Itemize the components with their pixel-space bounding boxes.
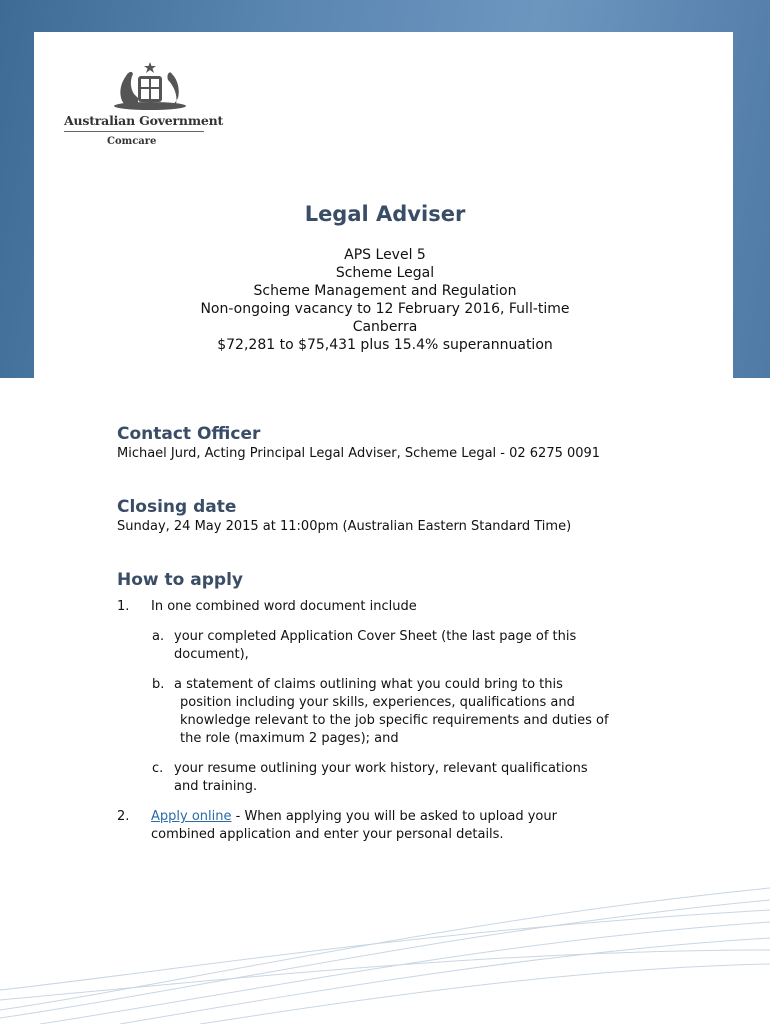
sub-item-b-line-2: position including your skills, experiences, qualifications and bbox=[180, 695, 575, 710]
sub-item-b-line-4: the role (maximum 2 pages); and bbox=[180, 731, 399, 746]
job-team: Scheme Legal bbox=[335, 265, 435, 281]
agency-name: Comcare bbox=[107, 136, 157, 147]
apply-online-link[interactable]: Apply online bbox=[151, 809, 232, 824]
decorative-swoosh bbox=[0, 860, 770, 1024]
job-details bbox=[0, 246, 770, 354]
step-2-line-2: combined application and enter your personal details. bbox=[151, 827, 504, 842]
sub-item-c-label: c. bbox=[152, 761, 164, 776]
closing-date-text: Sunday, 24 May 2015 at 11:00pm (Australian Eastern Standard Time) bbox=[117, 519, 572, 534]
sub-item-b-line-3: knowledge relevant to the job specific requirements and duties of bbox=[180, 713, 609, 728]
job-level: APS Level 5 bbox=[344, 247, 426, 263]
contact-officer-heading: Contact Officer bbox=[117, 424, 261, 444]
government-name: Australian Government bbox=[64, 113, 224, 128]
job-salary: $72,281 to $75,431 plus 15.4% superannuation bbox=[217, 337, 553, 353]
sub-item-c-line-2: and training. bbox=[174, 779, 258, 794]
step-2-line-1 bbox=[151, 808, 557, 826]
step-2-number: 2. bbox=[117, 809, 130, 824]
sub-item-b-line-1: a statement of claims outlining what you could bring to this bbox=[174, 677, 563, 692]
step-1-number: 1. bbox=[117, 599, 130, 614]
job-employment-type: Non-ongoing vacancy to 12 February 2016, Full-time bbox=[200, 301, 570, 317]
job-title: Legal Adviser bbox=[304, 202, 466, 226]
step-1-text: In one combined word document include bbox=[151, 599, 417, 614]
sub-item-c-line-1: your resume outlining your work history, relevant qualifications bbox=[174, 761, 588, 776]
how-to-apply-heading: How to apply bbox=[117, 570, 243, 590]
closing-date-heading: Closing date bbox=[117, 497, 237, 517]
sub-item-b-label: b. bbox=[152, 677, 165, 692]
sub-item-a-label: a. bbox=[152, 629, 165, 644]
logo-divider bbox=[64, 131, 204, 132]
sub-item-a-line-1: your completed Application Cover Sheet (the last page of this bbox=[174, 629, 577, 644]
apply-steps-list bbox=[117, 598, 677, 848]
contact-officer-text: Michael Jurd, Acting Principal Legal Adviser, Scheme Legal - 02 6275 0091 bbox=[117, 446, 601, 461]
sub-item-a-line-2: document), bbox=[174, 647, 249, 662]
job-location: Canberra bbox=[352, 319, 418, 335]
step-2-line-1-text: - When applying you will be asked to upload your bbox=[231, 809, 557, 824]
job-group: Scheme Management and Regulation bbox=[253, 283, 517, 299]
